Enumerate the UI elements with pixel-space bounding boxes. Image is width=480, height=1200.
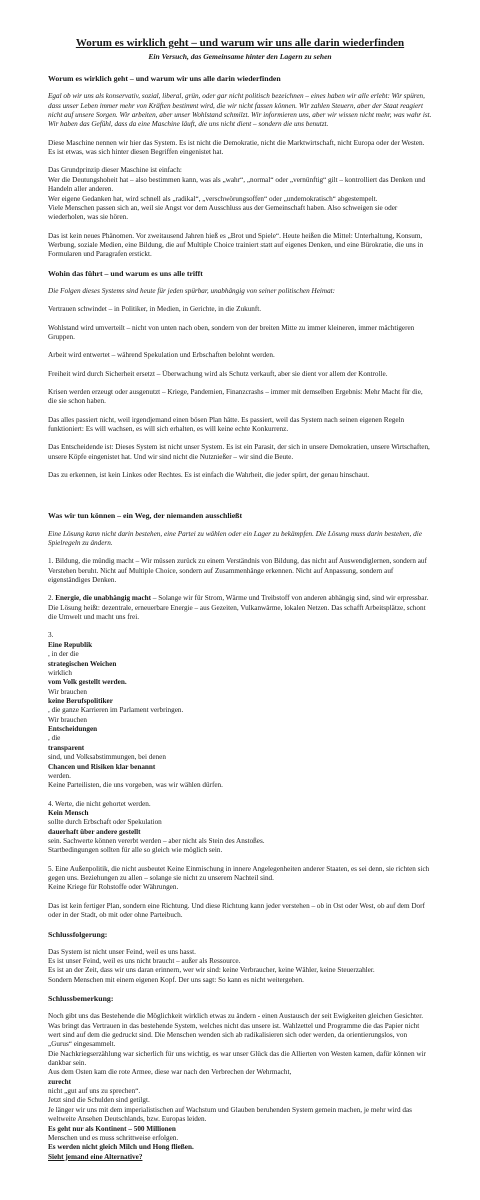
emphasis-text: Es werden nicht gleich Milch und Hong fließen.	[48, 1143, 194, 1152]
text-line: Was bringt das Vertrauen in das bestehende System, welches nicht das unsere ist. Wahlzettel und Programme die das Papier nicht wert sind auf dem die gedruckt sind. Die Menschen wenden sich ab radikalisieren sich oder werden, da orientierungslos, von „Gurus“ eingesammelt.	[48, 1021, 420, 1049]
text-line: Die Nachkriegserzählung war sicherlich für uns wichtig, es war unser Glück das die Allierten von Westen kamen, dafür können wir dankbar sein.	[48, 1049, 426, 1068]
text-line: Viele Menschen passen sich an, weil sie Angst vor dem Ausschluss aus der Gemeinschaft haben. Also schweigen sie oder wiederholen, was sie hören.	[48, 203, 398, 222]
text-line: Wer eigene Gedanken hat, wird schnell als „radikal“, „verschwörungsoffen“ oder „undemokratisch“ abgestempelt.	[48, 194, 378, 203]
text-line: Keine Parteilisten, die uns vorgeben, was wir wählen dürfen.	[48, 781, 223, 790]
text-line: Keine Kriege für Rohstoffe oder Währungen.	[48, 883, 179, 892]
paragraph-system: Diese Maschine nennen wir hier das System. Es ist nicht die Demokratie, nicht die Marktwirtschaft, nicht Europa oder der Westen. Es ist etwas, was sich hinter diesen Begriffen eingenistet hat.	[48, 138, 425, 157]
text-line: Noch gibt uns das Bestehende die Möglichkeit wirklich etwas zu ändern - einen Austausch der seit Ewigkeiten gleichen Gesichter.	[48, 1012, 424, 1021]
text-line: Das System ist nicht unser Feind, weil es uns hasst.	[48, 947, 196, 956]
item-text: sind, und Volksabstimmungen, bei denen	[48, 753, 166, 762]
item-number: 2.	[48, 594, 56, 603]
item-text: sollte durch Erbschaft oder Spekulation	[48, 818, 162, 827]
consequence-paragraph: Das Entscheidende ist: Dieses System ist nicht unser System. Es ist ein Parasit, der sich in unsere Demokratien, unsere Wirtschaften, unsere Köpfe eingenistet hat. Und wir sind nicht die Nutznießer – wir sind die Beute.	[48, 443, 430, 461]
closing-question: Sieht jemand eine Alternative?	[48, 1152, 143, 1161]
final-remark-paragraph	[48, 1012, 432, 1162]
text-line	[48, 1125, 432, 1144]
text-line	[48, 1068, 432, 1096]
text-line: 5. Eine Außenpolitik, die nicht ausbeutet Keine Einmischung in innere Angelegenheiten anderer Staaten, es sei denn, sie richten sich gegen uns. Beziehungen zu allen – solange sie nicht zu unserem Nachteil sind.	[48, 864, 430, 883]
emphasis-text: keine Berufspolitiker	[48, 696, 113, 705]
solutions-closing: Das ist kein fertiger Plan, sondern eine Richtung. Und diese Richtung kann jeder verstehen – ob in Ost oder West, ob auf dem Dorf oder in der Stadt, ob mit oder ohne Parteibuch.	[48, 901, 425, 920]
item-text: , die ganze Karrieren im Parlament verbringen.	[48, 706, 184, 715]
emphasis-text: Energie, die unabhängig macht	[55, 594, 152, 603]
consequences-intro: Die Folgen dieses Systems sind heute für jeden spürbar, unabhängig von seiner politischen Heimat:	[48, 286, 336, 295]
emphasis-text: zurecht	[48, 1077, 72, 1086]
emphasis-text: Es geht nur als Kontinent – 500 Millionen	[48, 1124, 176, 1133]
emphasis-text: Entscheidungen	[48, 725, 98, 734]
text-line	[48, 1143, 432, 1162]
solutions-intro: Eine Lösung kann nicht darin bestehen, eine Partei zu wählen oder ein Lager zu bekämpfen. Die Lösung muss darin bestehen, die Spielregeln zu ändern.	[48, 529, 422, 547]
text-line: Es ist unser Feind, weil es uns nicht braucht – außer als Ressource.	[48, 957, 241, 966]
consequence-paragraph: Freiheit wird durch Sicherheit ersetzt – Überwachung wird als Schutz verkauft, aber sie dient vor allem der Kontrolle.	[48, 369, 388, 378]
consequence-paragraph: Arbeit wird entwertet – während Spekulation und Erbschaften belohnt werden.	[48, 351, 275, 360]
item-text: werden.	[48, 771, 71, 780]
item-text: sein. Sachwerte können vererbt werden – aber nicht als Stein des Anstoßes.	[48, 837, 265, 846]
consequence-paragraph: Wohlstand wird umverteilt – nicht von unten nach oben, sondern von der breiten Mitte zu immer kleineren, immer mächtigeren Gruppen.	[48, 323, 415, 341]
solution-item-2	[48, 594, 432, 622]
spacer	[48, 489, 432, 503]
text-line: Jetzt sind die Schulden sind getilgt.	[48, 1096, 150, 1105]
text-line	[48, 631, 432, 687]
text-line: Je länger wir uns mit dem imperialistischen auf Wachstum und Glauben beruhenden System gemein machen, je mehr wird das weltweite Ansehen Deutschlands, bzw. Europas leiden.	[48, 1105, 412, 1124]
text-line: 4. Werte, die nicht gehortet werden.	[48, 799, 151, 808]
solution-item-5	[48, 865, 432, 893]
item-text: nicht „gut auf uns zu sprechen“.	[48, 1087, 141, 1096]
paragraph-principle	[48, 166, 432, 222]
text-line	[48, 716, 432, 782]
emphasis-text: Eine Republik	[48, 640, 93, 649]
item-text: Menschen und es muss schrittweise erfolgen.	[48, 1133, 179, 1142]
item-text: wirklich	[48, 668, 72, 677]
emphasis-text: transparent	[48, 743, 85, 752]
emphasis-text: dauerhaft über andere gestellt	[48, 827, 141, 836]
emphasis-text: strategischen Weichen	[48, 659, 117, 668]
intro-paragraph: Egal ob wir uns als konservativ, sozial, liberal, grün, oder gar nicht politisch bezeichnen – eines haben wir alle erlebt: Wir spüren, dass unser Leben immer mehr von Kräften bestimmt wird, die wir nicht fassen können. Wir zahlen Steuern, aber der Staat reagiert nicht auf unsere Sorgen. Wir arbeiten, aber unser Wohlstand schmilzt. Wir informieren uns, aber wir wissen nicht mehr, was wahr ist. Wir haben das Gefühl, dass da eine Maschine läuft, die uns nicht dient – sondern die uns benutzt.	[48, 92, 432, 129]
paragraph-history: Das ist kein neues Phänomen. Vor zweitausend Jahren hieß es „Brot und Spiele“. Heute heißen die Mittel: Unterhaltung, Konsum, Werbung, soziale Medien, eine Bildung, die auf Multiple Choice trainiert statt auf eigenes Denken, und eine Bürokratie, die uns in Formularen und Paragrafen erstickt.	[48, 231, 424, 259]
item-text: Aus dem Osten kam die rote Armee, diese war nach den Verbrechen der Wehrmacht,	[48, 1068, 292, 1077]
consequence-paragraph: Krisen werden erzeugt oder ausgenutzt – Kriege, Pandemien, Finanzcrashs – immer mit demselben Ergebnis: Mehr Macht für die, die sie schon haben.	[48, 387, 423, 406]
section-heading-intro: Worum es wirklich geht – und warum wir uns alle darin wiederfinden	[48, 74, 281, 84]
section-heading-consequences: Wohin das führt – und warum es uns alle trifft	[48, 268, 203, 278]
item-text: Wir brauchen	[48, 687, 88, 696]
text-line: Sondern Menschen mit einem eigenen Kopf. Der uns sagt: So kann es nicht weitergehen.	[48, 975, 304, 984]
solution-item-4	[48, 800, 432, 856]
emphasis-text: Kein Mensch	[48, 808, 89, 817]
text-line: Es ist an der Zeit, dass wir uns daran erinnern, wer wir sind: keine Verbraucher, keine Wähler, keine Steuerzahler.	[48, 966, 375, 975]
section-heading-solutions: Was wir tun können – ein Weg, der niemanden ausschließt	[48, 511, 243, 521]
text-line	[48, 688, 432, 716]
emphasis-text: vom Volk gestellt werden.	[48, 678, 127, 687]
item-number: 3.	[48, 631, 54, 640]
item-text: , in der die	[48, 650, 79, 659]
emphasis-text: Chancen und Risiken klar benannt	[48, 762, 156, 771]
solution-item-1: 1. Bildung, die mündig macht – Wir müssen zurück zu einem Verständnis von Bildung, das nicht auf Auswendiglernen, sondern auf Verstehen beruht. Nicht auf Multiple Choice, sondern auf Zusammenhänge erkennen. Nicht auf Anpassung, sondern auf eigenständiges Denken.	[48, 557, 427, 585]
text-line: Wer die Deutungshoheit hat – also bestimmen kann, was als „wahr“, „normal“ oder „vernünftig“ gilt – kontrolliert das Denken und Handeln aller anderen.	[48, 175, 426, 194]
text-line: Startbedingungen sollten für alle so gleich wie möglich sein.	[48, 846, 223, 855]
section-heading-conclusion: Schlussfolgerung:	[48, 929, 108, 939]
item-text: , die	[48, 734, 61, 743]
consequence-paragraph: Das alles passiert nicht, weil irgendjemand einen bösen Plan hätte. Es passiert, weil das System nach seinen eigenen Regeln funktioniert: Es will wachsen, es will sich erhalten, es will keine echte Konkurrenz.	[48, 415, 405, 434]
document-subtitle: Ein Versuch, das Gemeinsame hinter den Lagern zu sehen	[148, 52, 332, 62]
conclusion-paragraph	[48, 948, 432, 985]
consequence-paragraph: Vertrauen schwindet – in Politiker, in Medien, in Gerichte, in die Zukunft.	[48, 305, 262, 314]
document-title: Worum es wirklich geht – und warum wir uns alle darin wiederfinden	[75, 37, 405, 49]
item-text: Wir brauchen	[48, 715, 88, 724]
solution-item-3	[48, 631, 432, 790]
item-text: – Solange wir für Strom, Wärme und Treibstoff von anderen abhängig sind, sind wir erpressbar. Die Lösung heißt: dezentrale, erneuerbare Energie – aus Gezeiten, Vulkanwärme, lokalen Netzen. Das schafft Arbeitsplätze, schont die Umwelt und macht uns frei.	[48, 594, 429, 622]
consequence-paragraph: Das zu erkennen, ist kein Linkes oder Rechtes. Es ist einfach die Wahrheit, die jeder spürt, der genau hinschaut.	[48, 471, 370, 480]
section-heading-final-remark: Schlussbemerkung:	[48, 994, 114, 1004]
text-line	[48, 809, 432, 846]
text-line: Das Grundprinzip dieser Maschine ist einfach:	[48, 166, 182, 175]
